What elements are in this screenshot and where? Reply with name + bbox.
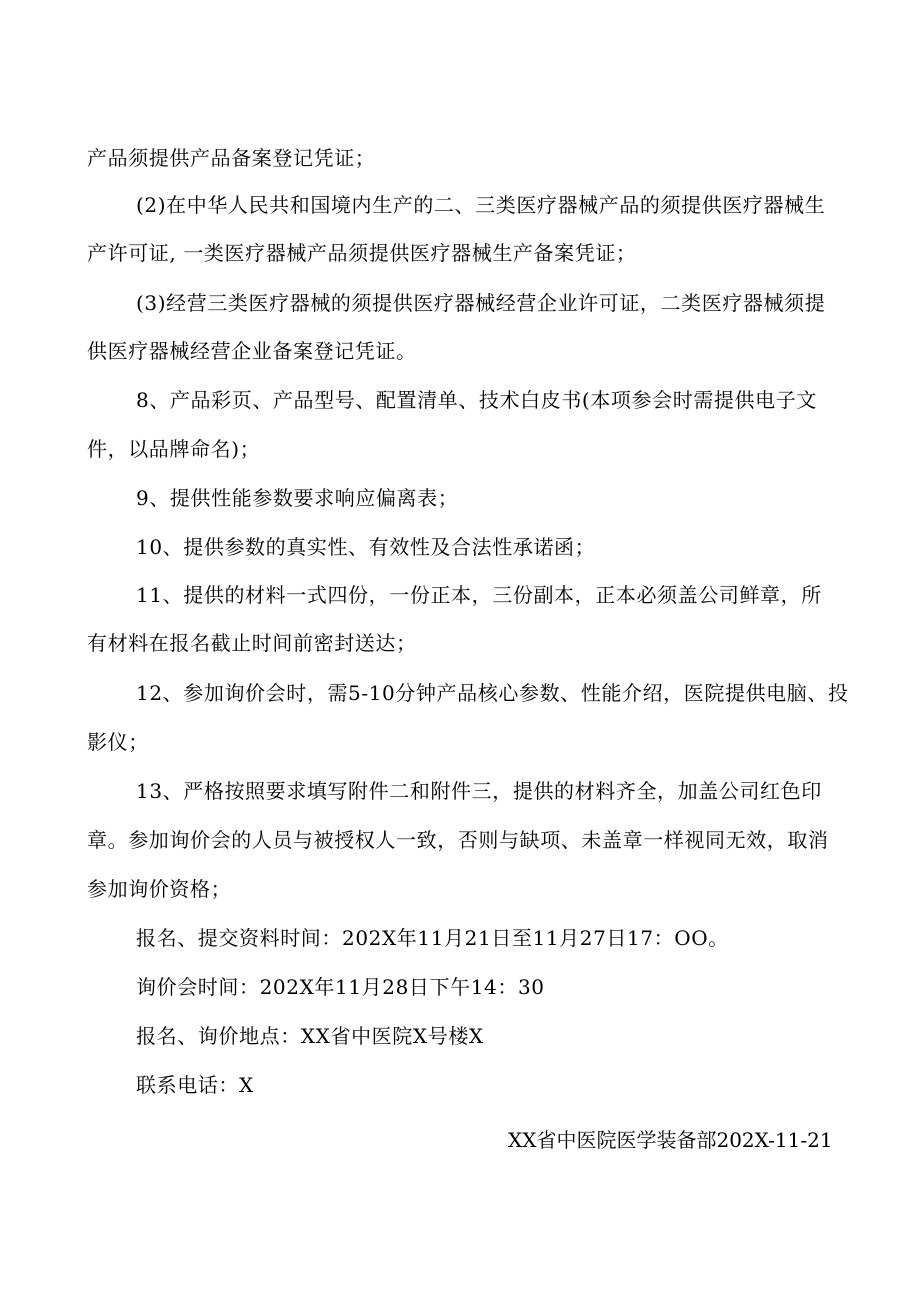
text-line: 参加询价资格； [87,877,232,901]
text-line: 11、提供的材料一式四份，一份正本，三份副本，正本必须盖公司鲜章，所 [136,583,822,607]
text-line: 章。参加询价会的人员与被授权人一致，否则与缺项、未盖章一样视同无效，取消 [87,828,829,852]
text-line: (3)经营三类医疗器械的须提供医疗器械经营企业许可证，二类医疗器械须提 [136,291,826,315]
text-line: 有材料在报名截止时间前密封送达； [87,631,417,655]
text-line: 件，以品牌命名)； [87,437,261,461]
text-line: 产品须提供产品备案登记凭证； [87,146,376,170]
text-line: 8、产品彩页、产品型号、配置清单、技术白皮书(本项参会时需提供电子文 [136,388,817,412]
text-line: 报名、提交资料时间：202X年11月21日至11月27日17：OO。 [136,926,729,950]
text-line: 供医疗器械经营企业备案登记凭证。 [87,339,417,363]
text-line: 询价会时间：202X年11月28日下午14：30 [136,975,545,999]
text-line: 报名、询价地点：XX省中医院X号楼X [136,1024,484,1048]
text-line: 影仪； [87,730,149,754]
text-line: 产许可证, 一类医疗器械产品须提供医疗器械生产备案凭证； [87,241,637,265]
signature-line: XX省中医院医学装备部202X-11-21 [508,1128,833,1152]
text-line: 联系电话：X [136,1073,254,1097]
text-line: 10、提供参数的真实性、有效性及合法性承诺函； [136,535,596,559]
text-line: 9、提供性能参数要求响应偏离表； [136,486,459,510]
text-line: (2)在中华人民共和国境内生产的二、三类医疗器械产品的须提供医疗器械生 [136,193,826,217]
text-line: 12、参加询价会时，需5-10分钟产品核心参数、性能介绍，医院提供电脑、投 [136,681,849,705]
text-line: 13、严格按照要求填写附件二和附件三，提供的材料齐全，加盖公司红色印 [136,779,822,803]
